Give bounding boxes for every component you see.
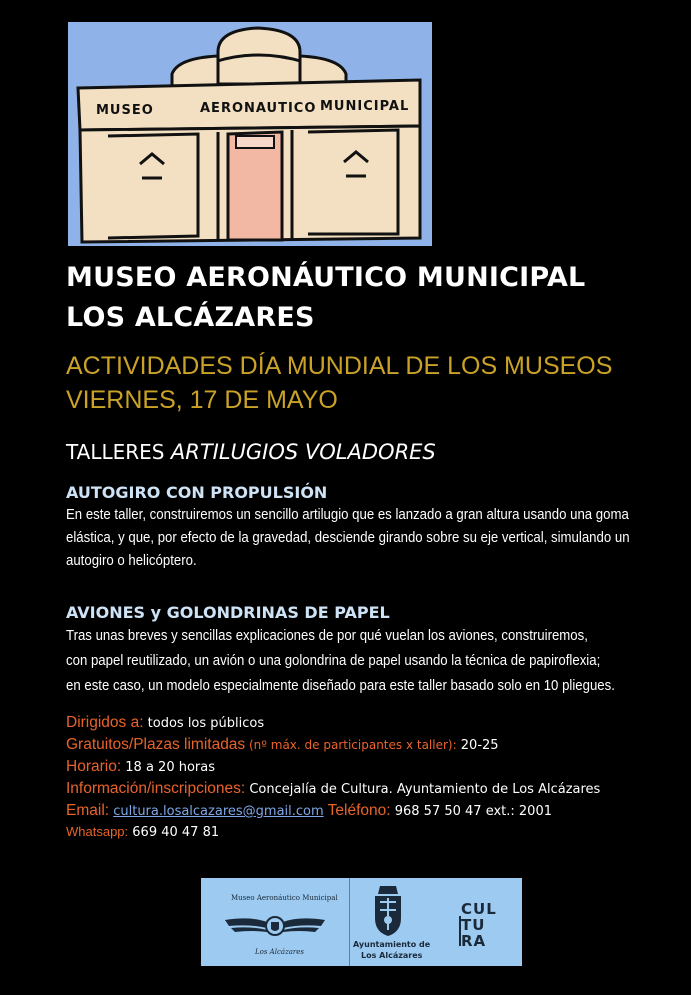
plazas-note: (nº máx. de participantes x taller):	[245, 738, 457, 752]
ayto-line1: Ayuntamiento de	[353, 940, 431, 949]
svg-text:TU: TU	[461, 916, 486, 934]
coat-of-arms-icon	[371, 884, 405, 938]
ayto-line2: Los Alcázares	[361, 951, 423, 960]
svg-text:MUNICIPAL: MUNICIPAL	[320, 99, 410, 114]
wings-emblem-icon	[221, 908, 329, 942]
main-title-line2: LOS ALCÁZARES	[66, 302, 315, 333]
info-horario	[66, 758, 215, 776]
inscripciones-value: Concejalía de Cultura. Ayuntamiento de Los Alcázares	[245, 782, 601, 797]
workshop-title-aviones: AVIONES y GOLONDRINAS DE PAPEL	[66, 603, 390, 622]
dirigidos-label: Dirigidos a:	[66, 714, 144, 731]
svg-text:AERONAUTICO: AERONAUTICO	[200, 101, 317, 116]
svg-text:CUL: CUL	[461, 900, 497, 918]
main-title-line1: MUSEO AERONÁUTICO MUNICIPAL	[66, 262, 586, 293]
workshop-text-line: Tras unas breves y sencillas explicaciones de por qué vuelan los aviones, construiremos,	[66, 627, 588, 644]
inscripciones-label: Información/inscripciones:	[66, 780, 246, 797]
footer-logos	[201, 878, 522, 966]
workshop-text-line: con papel reutilizado, un avión o una golondrina de papel usando la técnica de papiroflexia;	[66, 652, 601, 669]
info-plazas	[66, 736, 499, 754]
email-label: Email:	[66, 802, 110, 819]
whatsapp-value: 669 40 47 81	[128, 825, 220, 840]
svg-text:RA: RA	[461, 932, 487, 948]
talleres-prefix: TALLERES	[66, 440, 171, 464]
museo-logo-title: Museo Aeronáutico Municipal	[231, 894, 338, 902]
horario-value: 18 a 20 horas	[121, 760, 215, 775]
workshop-text-line: elástica, y que, por efecto de la gravedad, desciende girando sobre su eje vertical, simulando un	[66, 529, 630, 546]
workshop-text-line: en este caso, un modelo especialmente diseñado para este taller basado solo en 10 pliegues.	[66, 677, 615, 694]
museo-logo-place: Los Alcázares	[255, 948, 305, 956]
svg-text:MUSEO: MUSEO	[96, 103, 154, 118]
plazas-label: Gratuitos/Plazas limitadas	[66, 736, 246, 753]
cultura-logo	[459, 898, 505, 948]
workshop-text-line: En este taller, construiremos un sencillo artilugio que es lanzado a gran altura usando una goma	[66, 506, 629, 523]
info-contacto	[66, 802, 552, 820]
workshop-title-autogiro: AUTOGIRO CON PROPULSIÓN	[66, 483, 328, 502]
telefono-value: 968 57 50 47 ext.: 2001	[390, 804, 552, 819]
telefono-label: Teléfono:	[323, 802, 391, 819]
logo-divider	[349, 878, 350, 966]
email-link[interactable]: cultura.losalcazares@gmail.com	[113, 804, 324, 819]
dirigidos-value: todos los públicos	[143, 716, 265, 731]
whatsapp-label: Whatsapp:	[66, 824, 129, 839]
talleres-heading	[66, 440, 436, 464]
talleres-name: ARTILUGIOS VOLADORES	[170, 440, 436, 464]
workshop-text-line: autogiro o helicóptero.	[66, 552, 197, 569]
museum-illustration	[68, 22, 432, 246]
subtitle-line2: VIERNES, 17 DE MAYO	[66, 386, 338, 414]
subtitle-line1: ACTIVIDADES DÍA MUNDIAL DE LOS MUSEOS	[66, 352, 613, 380]
horario-label: Horario:	[66, 758, 122, 775]
info-whatsapp	[66, 824, 219, 840]
info-inscripciones	[66, 780, 600, 798]
info-dirigidos	[66, 714, 264, 732]
plazas-value: 20-25	[456, 738, 499, 753]
